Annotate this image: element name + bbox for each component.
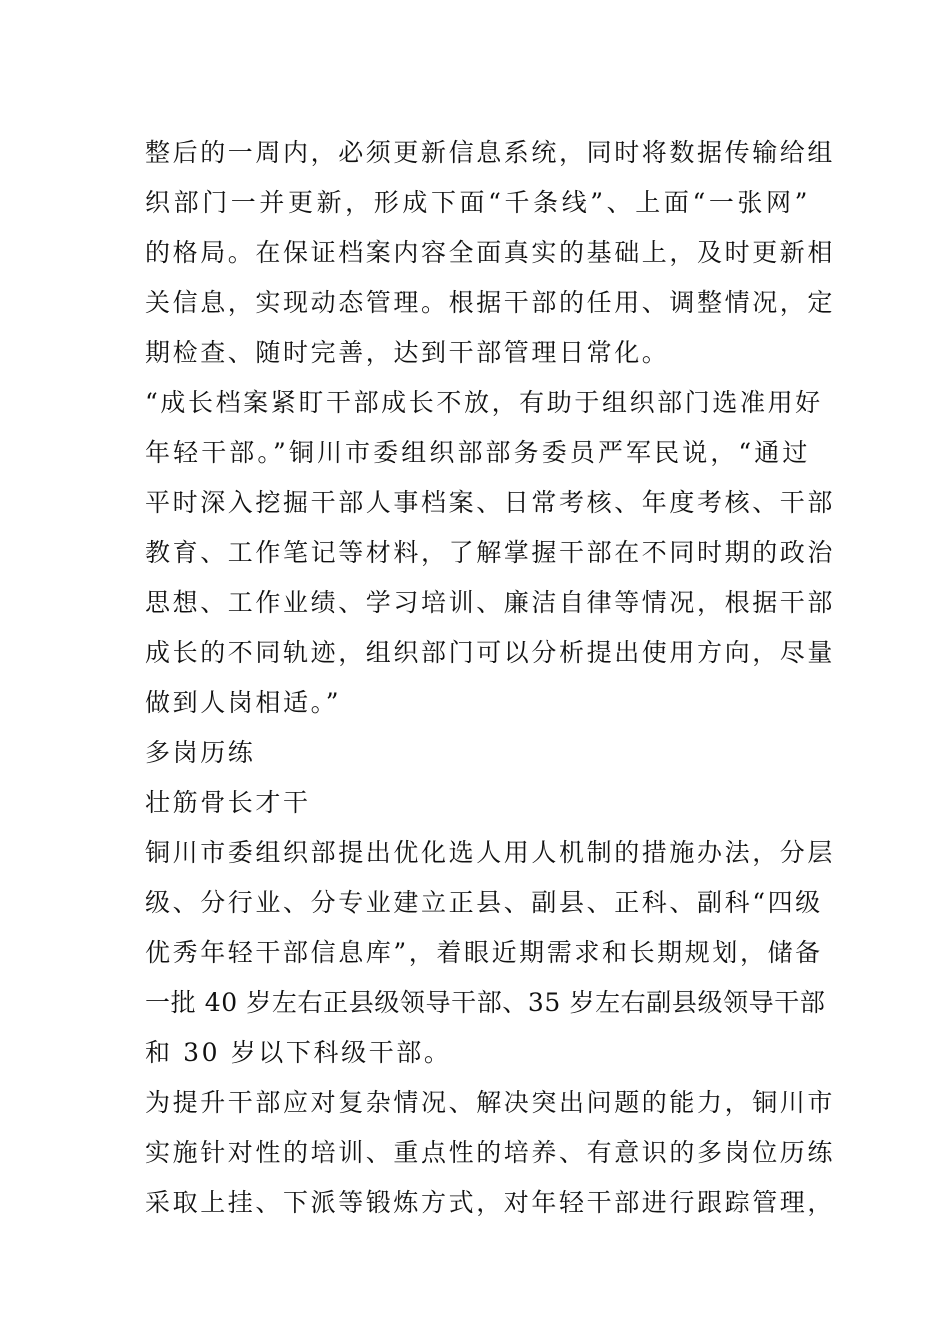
text-line: 织部门一并更新，形成下面“千条线”、上面“一张网”	[145, 188, 810, 217]
text-line: 一批 40 岁左右正县级领导干部、35 岁左右副县级领导干部	[145, 988, 826, 1017]
text-line: 铜川市委组织部提出优化选人用人机制的措施办法，分层	[145, 838, 836, 867]
text-line: 为提升干部应对复杂情况、解决突出问题的能力，铜川市	[145, 1088, 836, 1117]
text-line: 平时深入挖掘干部人事档案、日常考核、年度考核、干部	[145, 488, 836, 517]
text-line: 做到人岗相适。”	[145, 688, 342, 717]
text-line: 教育、工作笔记等材料，了解掌握干部在不同时期的政治	[145, 538, 836, 567]
text-line: 的格局。在保证档案内容全面真实的基础上，及时更新相	[145, 238, 836, 267]
text-line: 思想、工作业绩、学习培训、廉洁自律等情况，根据干部	[145, 588, 836, 617]
text-line: 优秀年轻干部信息库”，着眼近期需求和长期规划，储备	[145, 938, 823, 967]
text-line: 期检查、随时完善，达到干部管理日常化。	[145, 338, 670, 367]
text-line: 实施针对性的培训、重点性的培养、有意识的多岗位历练	[145, 1138, 836, 1167]
section-heading: 多岗历练	[145, 738, 256, 767]
text-line: 整后的一周内，必须更新信息系统，同时将数据传输给组	[145, 138, 836, 167]
text-line: 级、分行业、分专业建立正县、副县、正科、副科“四级	[145, 888, 823, 917]
text-line: 成长的不同轨迹，组织部门可以分析提出使用方向，尽量	[145, 638, 836, 667]
section-subheading: 壮筋骨长才干	[145, 788, 311, 817]
text-line: 关信息，实现动态管理。根据干部的任用、调整情况，定	[145, 288, 836, 317]
text-line: 采取上挂、下派等锻炼方式，对年轻干部进行跟踪管理，	[145, 1188, 836, 1217]
text-line: 和 30 岁以下科级干部。	[145, 1038, 452, 1067]
text-line: “成长档案紧盯干部成长不放，有助于组织部门选准用好	[145, 388, 823, 417]
document-body	[145, 128, 836, 1228]
text-line: 年轻干部。”铜川市委组织部部务委员严军民说，“通过	[145, 438, 810, 467]
